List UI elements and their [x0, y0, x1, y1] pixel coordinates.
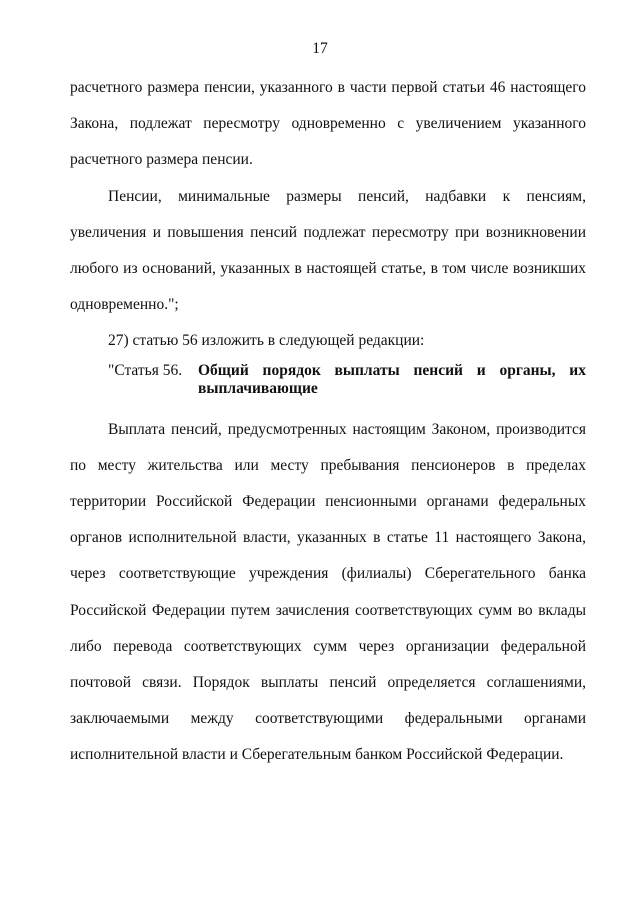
page-number: 17: [312, 40, 328, 57]
article-body: Выплата пенсий, предусмотренных настоящим Законом, производится по месту жительства или месту пребывания пенсионеров в пределах территории Российской Федерации пенсионными органами федеральных органов исполнительной власти, указанных в статье 11 настоящего Закона, через соответствующие учреждения (филиалы) Сберегательного банка Российской Федерации путем зачисления соответствующих сумм во вклады либо перевода соответствующих сумм через организации федеральной почтовой связи. Порядок выплаты пенсий определяется соглашениями, заключаемыми между соответствующими федеральными органами исполнительной власти и Сберегательным банком Российской Федерации.: [70, 420, 586, 764]
article-title: Общий порядок выплаты пенсий и органы, их выплачивающие: [198, 361, 586, 397]
paragraph-amendment-item: 27) статью 56 изложить в следующей редакции:: [108, 332, 425, 350]
document-body: [70, 70, 586, 774]
article-number: "Статья 56.: [108, 361, 183, 379]
article-heading: [70, 362, 586, 398]
paragraph-pension-revision: Пенсии, минимальные размеры пенсий, надбавки к пенсиям, увеличения и повышения пенсий подлежат пересмотру при возникновении любого из оснований, указанных в настоящей статье, в том числе возникших одновременно.";: [70, 187, 586, 314]
paragraph-continuation: расчетного размера пенсии, указанного в части первой статьи 46 настоящего Закона, подлежат пересмотру одновременно с увеличением указанного расчетного размера пенсии.: [70, 79, 586, 169]
